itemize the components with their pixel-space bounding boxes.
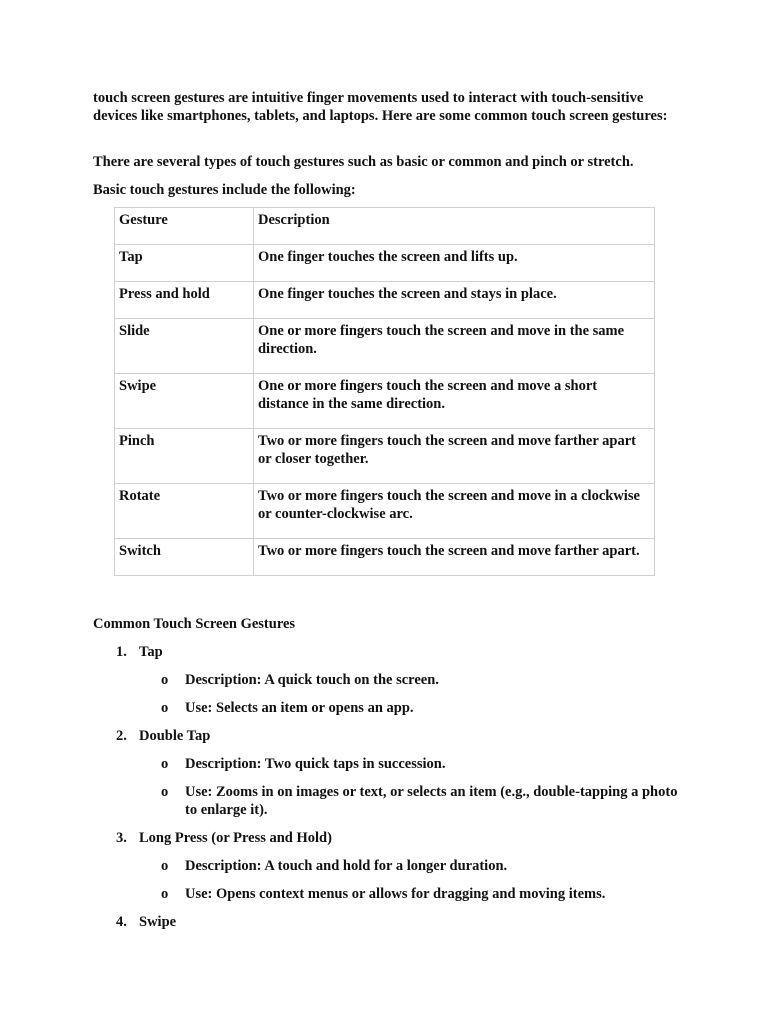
gestures-table [114,207,655,576]
sub-list-item [139,699,683,717]
sub-list-text: Description: Two quick taps in succession. [185,756,446,772]
bullet-icon: o [161,700,169,716]
description-cell: Two or more fingers touch the screen and move in a clockwise or counter-clockwise arc. [253,484,654,539]
sub-list-text: Description: A touch and hold for a longer duration. [185,858,508,874]
list-item-title: Long Press (or Press and Hold) [139,830,332,846]
gesture-cell: Pinch [115,429,254,484]
table-header-description: Description [253,208,654,245]
sub-list-item [139,755,683,773]
gesture-cell: Slide [115,319,254,374]
description-cell: Two or more fingers touch the screen and move farther apart. [253,539,654,576]
bullet-icon: o [161,858,169,874]
table-row [115,374,655,429]
sub-list-item [139,783,683,819]
bullet-icon: o [161,756,169,772]
list-item [93,913,683,931]
description-cell: One or more fingers touch the screen and move a short distance in the same direction. [253,374,654,429]
description-cell: One or more fingers touch the screen and move in the same direction. [253,319,654,374]
gesture-cell: Switch [115,539,254,576]
table-row [115,245,655,282]
common-gestures-heading: Common Touch Screen Gestures [93,616,296,632]
bullet-icon: o [161,886,169,902]
list-item-title: Tap [139,644,163,660]
list-number: 4. [116,914,127,930]
sub-list-text: Use: Opens context menus or allows for dragging and moving items. [185,886,606,902]
types-paragraph: There are several types of touch gestures such as basic or common and pinch or stretch. [93,154,634,170]
table-row [115,539,655,576]
description-cell: Two or more fingers touch the screen and move farther apart or closer together. [253,429,654,484]
sub-list-text: Use: Zooms in on images or text, or selects an item (e.g., double-tapping a photo to enlarge it). [185,784,678,818]
sub-list-text: Description: A quick touch on the screen. [185,672,439,688]
table-row [115,319,655,374]
sub-list-item [139,671,683,689]
sub-list [139,755,683,819]
table-header-gesture: Gesture [115,208,254,245]
sub-list [139,671,683,717]
sub-list [139,857,683,903]
sub-list-item [139,885,683,903]
list-number: 2. [116,728,127,744]
table-header-row [115,208,655,245]
list-number: 3. [116,830,127,846]
sub-list-text: Use: Selects an item or opens an app. [185,700,414,716]
description-cell: One finger touches the screen and lifts up. [253,245,654,282]
bullet-icon: o [161,784,169,800]
list-item [93,643,683,717]
gesture-cell: Rotate [115,484,254,539]
table-row [115,429,655,484]
list-item-title: Double Tap [139,728,211,744]
description-cell: One finger touches the screen and stays in place. [253,282,654,319]
list-item-title: Swipe [139,914,177,930]
table-row [115,484,655,539]
common-gestures-list [93,643,683,941]
intro-paragraph: touch screen gestures are intuitive finger movements used to interact with touch-sensitive devices like smartphones, tablets, and laptops. Here are some common touch screen gestures: [93,90,668,124]
gesture-cell: Swipe [115,374,254,429]
basic-intro-paragraph: Basic touch gestures include the following: [93,182,356,198]
list-item [93,829,683,903]
table-row [115,282,655,319]
gesture-cell: Press and hold [115,282,254,319]
gesture-cell: Tap [115,245,254,282]
bullet-icon: o [161,672,169,688]
list-item [93,727,683,819]
list-number: 1. [116,644,127,660]
sub-list-item [139,857,683,875]
